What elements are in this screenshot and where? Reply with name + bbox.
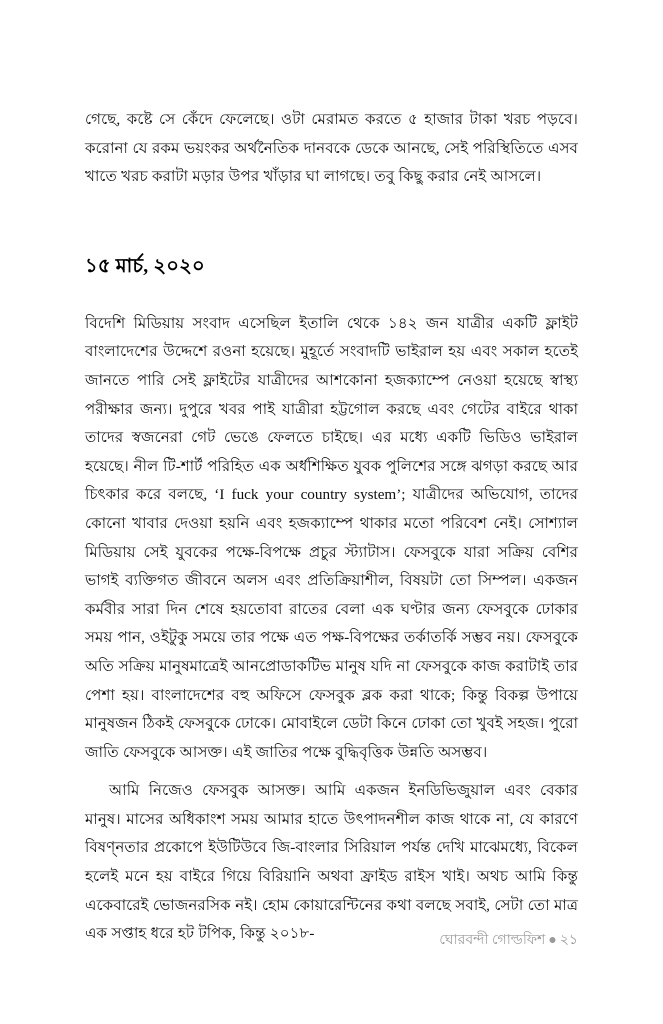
date-heading: ১৫ মার্চ, ২০২০: [85, 255, 205, 277]
page-content: [85, 106, 578, 949]
paragraph-one: বিদেশি মিডিয়ায় সংবাদ এসেছিল ইতালি থেকে ১৪২ জন যাত্রীর একটি ফ্লাইট বাংলাদেশের উদ্দেশে রওনা হয়েছে। মুহূর্তে সংবাদটি ভাইরাল হয় এবং সকাল হতেই জানতে পারি সেই ফ্লাইটের যাত্রীদের আশকোনা হজক্যাম্পে নেওয়া হয়েছে স্বাস্থ্য পরীক্ষার জন্য। দুপুরে খবর পাই যাত্রীরা হট্টগোল করছে এবং গেটের বাইরে থাকা তাদের স্বজনেরা গেট ভেঙে ফেলতে চাইছে। এর মধ্যে একটি ভিডিও ভাইরাল হয়েছে। নীল টি-শার্ট পরিহিত এক অর্ধশিক্ষিত যুবক পুলিশের সঙ্গে ঝগড়া করছে আর চিৎকার করে বলছে, ‘I fuck your country system’; যাত্রীদের অভিযোগ, তাদের কোনো খাবার দেওয়া হয়নি এবং হজক্যাম্পে থাকার মতো পরিবেশ নেই। সোশ্যাল মিডিয়ায় সেই যুবকের পক্ষে-বিপক্ষে প্রচুর স্ট্যাটাস। ফেসবুকে যারা সক্রিয় বেশির ভাগই ব্যক্তিগত জীবনে অলস এবং প্রতিক্রিয়াশীল, বিষয়টা তো সিম্পল। একজন কর্মবীর সারা দিন শেষে হয়তোবা রাতের বেলা এক ঘণ্টার জন্য ফেসবুকে ঢোকার সময় পান, ওইটুকু সময়ে তার পক্ষে এত পক্ষ-বিপক্ষের তর্কাতর্কি সম্ভব নয়। ফেসবুকে অতি সক্রিয় মানুষমাত্রেই আনপ্রোডাকটিভ মানুষ যদি না ফেসবুকে কাজ করাটাই তার পেশা হয়। বাংলাদেশের বহু অফিসে ফেসবুক ব্লক করা থাকে; কিন্তু বিকল্প উপায়ে মানুষজন ঠিকই ফেসবুকে ঢোকে। মোবাইলে ডেটা কিনে ঢোকা তো খুবই সহজ। পুরো জাতি ফেসবুকে আসক্ত। এই জাতির পক্ষে বুদ্ধিবৃত্তিক উন্নতি অসম্ভব।: [85, 314, 578, 761]
spacer-after-heading: [85, 280, 578, 310]
footer-separator-dot: ●: [548, 933, 557, 948]
paragraph-continued-from-previous-page: গেছে, কষ্টে সে কেঁদে ফেলেছে। ওটা মেরামত করতে ৫ হাজার টাকা খরচ পড়বে। করোনা যে রকম ভয়ংকর অর্থনৈতিক দানবকে ডেকে আনছে, সেই পরিস্থিতিতে এসব খাতে খরচ করাটা মড়ার উপর খাঁড়ার ঘা লাগছে। তবু কিছু করার নেই আসলে।: [85, 111, 578, 186]
page-footer: [85, 931, 578, 951]
spacer-before-heading: [85, 192, 578, 254]
spacer-between-paragraphs: [85, 767, 578, 777]
paragraph-two: আমি নিজেও ফেসবুক আসক্ত। আমি একজন ইনডিভিজুয়াল এবং বেকার মানুষ। মাসের অধিকাংশ সময় আমার হাতে উৎপাদনশীল কাজ থাকে না, যে কারণে বিষণ্নতার প্রকোপে ইউটিউবে জি-বাংলার সিরিয়াল পর্যন্ত দেখি মাঝেমধ্যে, বিকেল হলেই মনে হয় বাইরে গিয়ে বিরিয়ানি অথবা ফ্রাইড রাইস খাই। অথচ আমি কিন্তু একেবারেই ভোজনরসিক নই। হোম কোয়ারেন্টিনের কথা বলছে সবাই, সেটা তো মাত্র এক সপ্তাহ ধরে হট টপিক, কিন্তু ২০১৮-: [85, 782, 578, 943]
footer-book-title: ঘোরবন্দী গোল্ডফিশ: [439, 933, 546, 948]
footer-page-number: ২১: [559, 933, 578, 948]
